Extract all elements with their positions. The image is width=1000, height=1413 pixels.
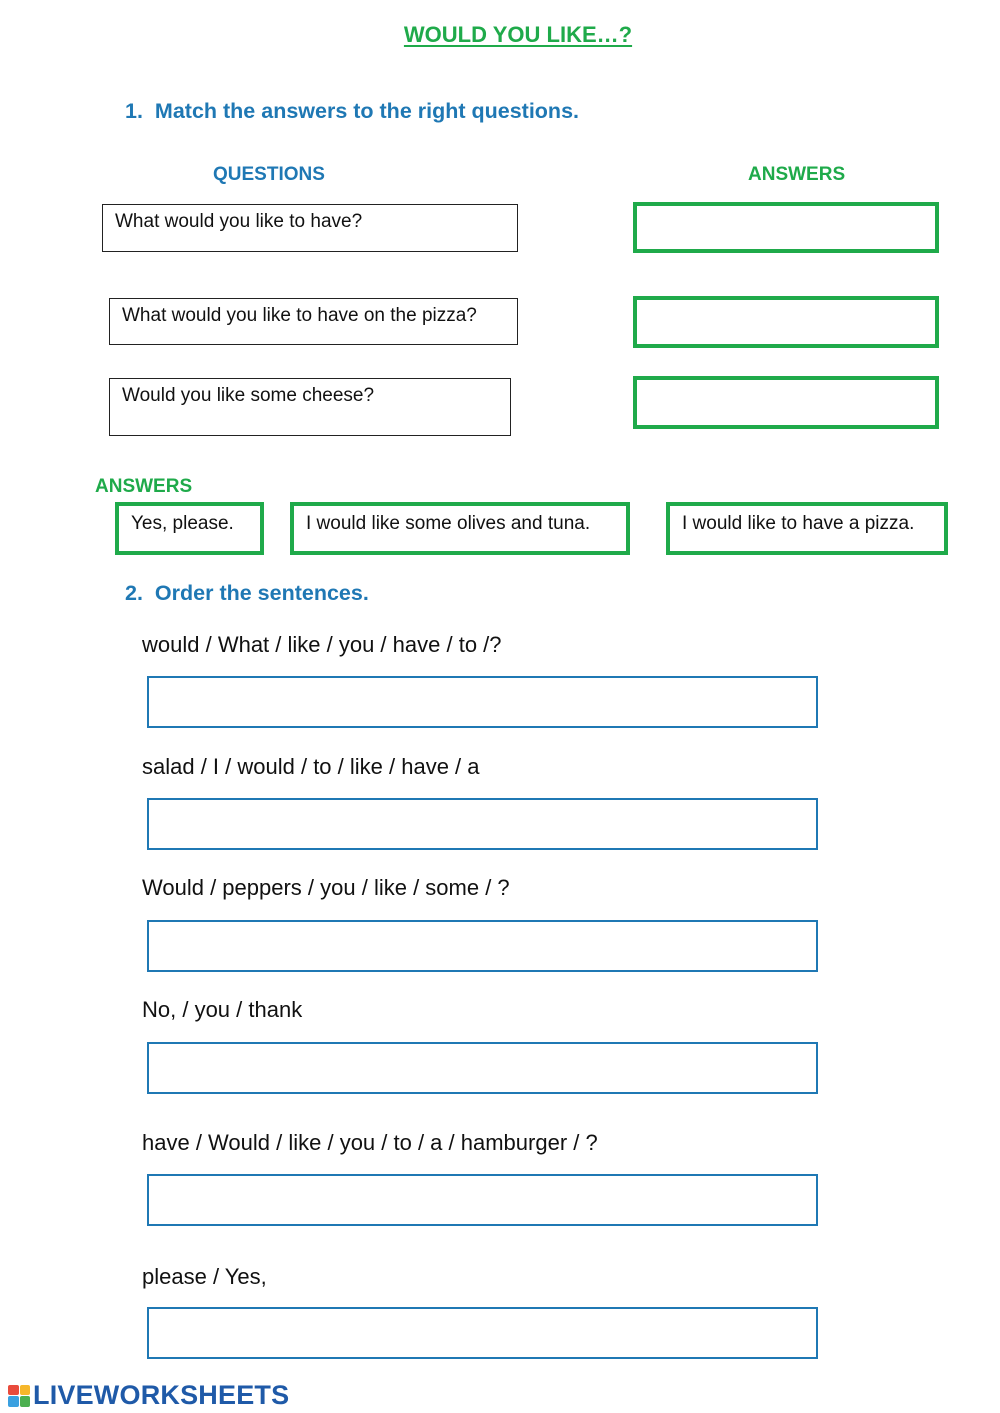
answers-header: ANSWERS [748, 164, 846, 185]
order-answer-input-5[interactable] [147, 1174, 818, 1226]
answer-option-text: I would like some olives and tuna. [306, 513, 591, 534]
question-box-1 [102, 204, 518, 252]
question-box-3 [109, 378, 511, 436]
section-1-title: Match the answers to the right questions. [154, 99, 580, 123]
order-prompt-5: have / Would / like / you / to / a / hamburger / ? [142, 1130, 598, 1155]
logo-grid-icon [8, 1385, 30, 1407]
order-prompt-1: would / What / like / you / have / to /? [142, 632, 502, 657]
answer-drop-box-2[interactable] [633, 296, 939, 348]
answer-option-1[interactable] [115, 502, 264, 555]
questions-header: QUESTIONS [213, 164, 325, 185]
answers-options-label: ANSWERS [95, 476, 193, 497]
order-answer-input-2[interactable] [147, 798, 818, 850]
question-text: What would you like to have? [115, 211, 363, 232]
order-prompt-4: No, / you / thank [142, 997, 303, 1022]
question-text: What would you like to have on the pizza? [122, 305, 477, 326]
answer-option-text: Yes, please. [131, 513, 234, 534]
order-answer-input-3[interactable] [147, 920, 818, 972]
logo-text: LIVEWORKSHEETS [33, 1380, 290, 1410]
order-answer-input-6[interactable] [147, 1307, 818, 1359]
section-2-heading [125, 581, 369, 606]
answer-option-3[interactable] [666, 502, 948, 555]
order-answer-input-4[interactable] [147, 1042, 818, 1094]
section-1-heading [125, 99, 579, 124]
answer-drop-box-3[interactable] [633, 376, 939, 429]
answer-option-2[interactable] [290, 502, 630, 555]
answer-drop-box-1[interactable] [633, 202, 939, 253]
section-2-number: 2. [125, 581, 143, 605]
section-1-number: 1. [125, 99, 143, 123]
order-prompt-2: salad / I / would / to / like / have / a [142, 754, 480, 779]
liveworksheets-logo [8, 1380, 289, 1411]
question-box-2 [109, 298, 518, 345]
answer-option-text: I would like to have a pizza. [682, 513, 915, 534]
order-answer-input-1[interactable] [147, 676, 818, 728]
section-2-title: Order the sentences. [154, 581, 369, 605]
page-title: WOULD YOU LIKE…? [403, 22, 633, 47]
question-text: Would you like some cheese? [122, 385, 375, 406]
order-prompt-6: please / Yes, [142, 1264, 267, 1289]
order-prompt-3: Would / peppers / you / like / some / ? [142, 875, 510, 900]
